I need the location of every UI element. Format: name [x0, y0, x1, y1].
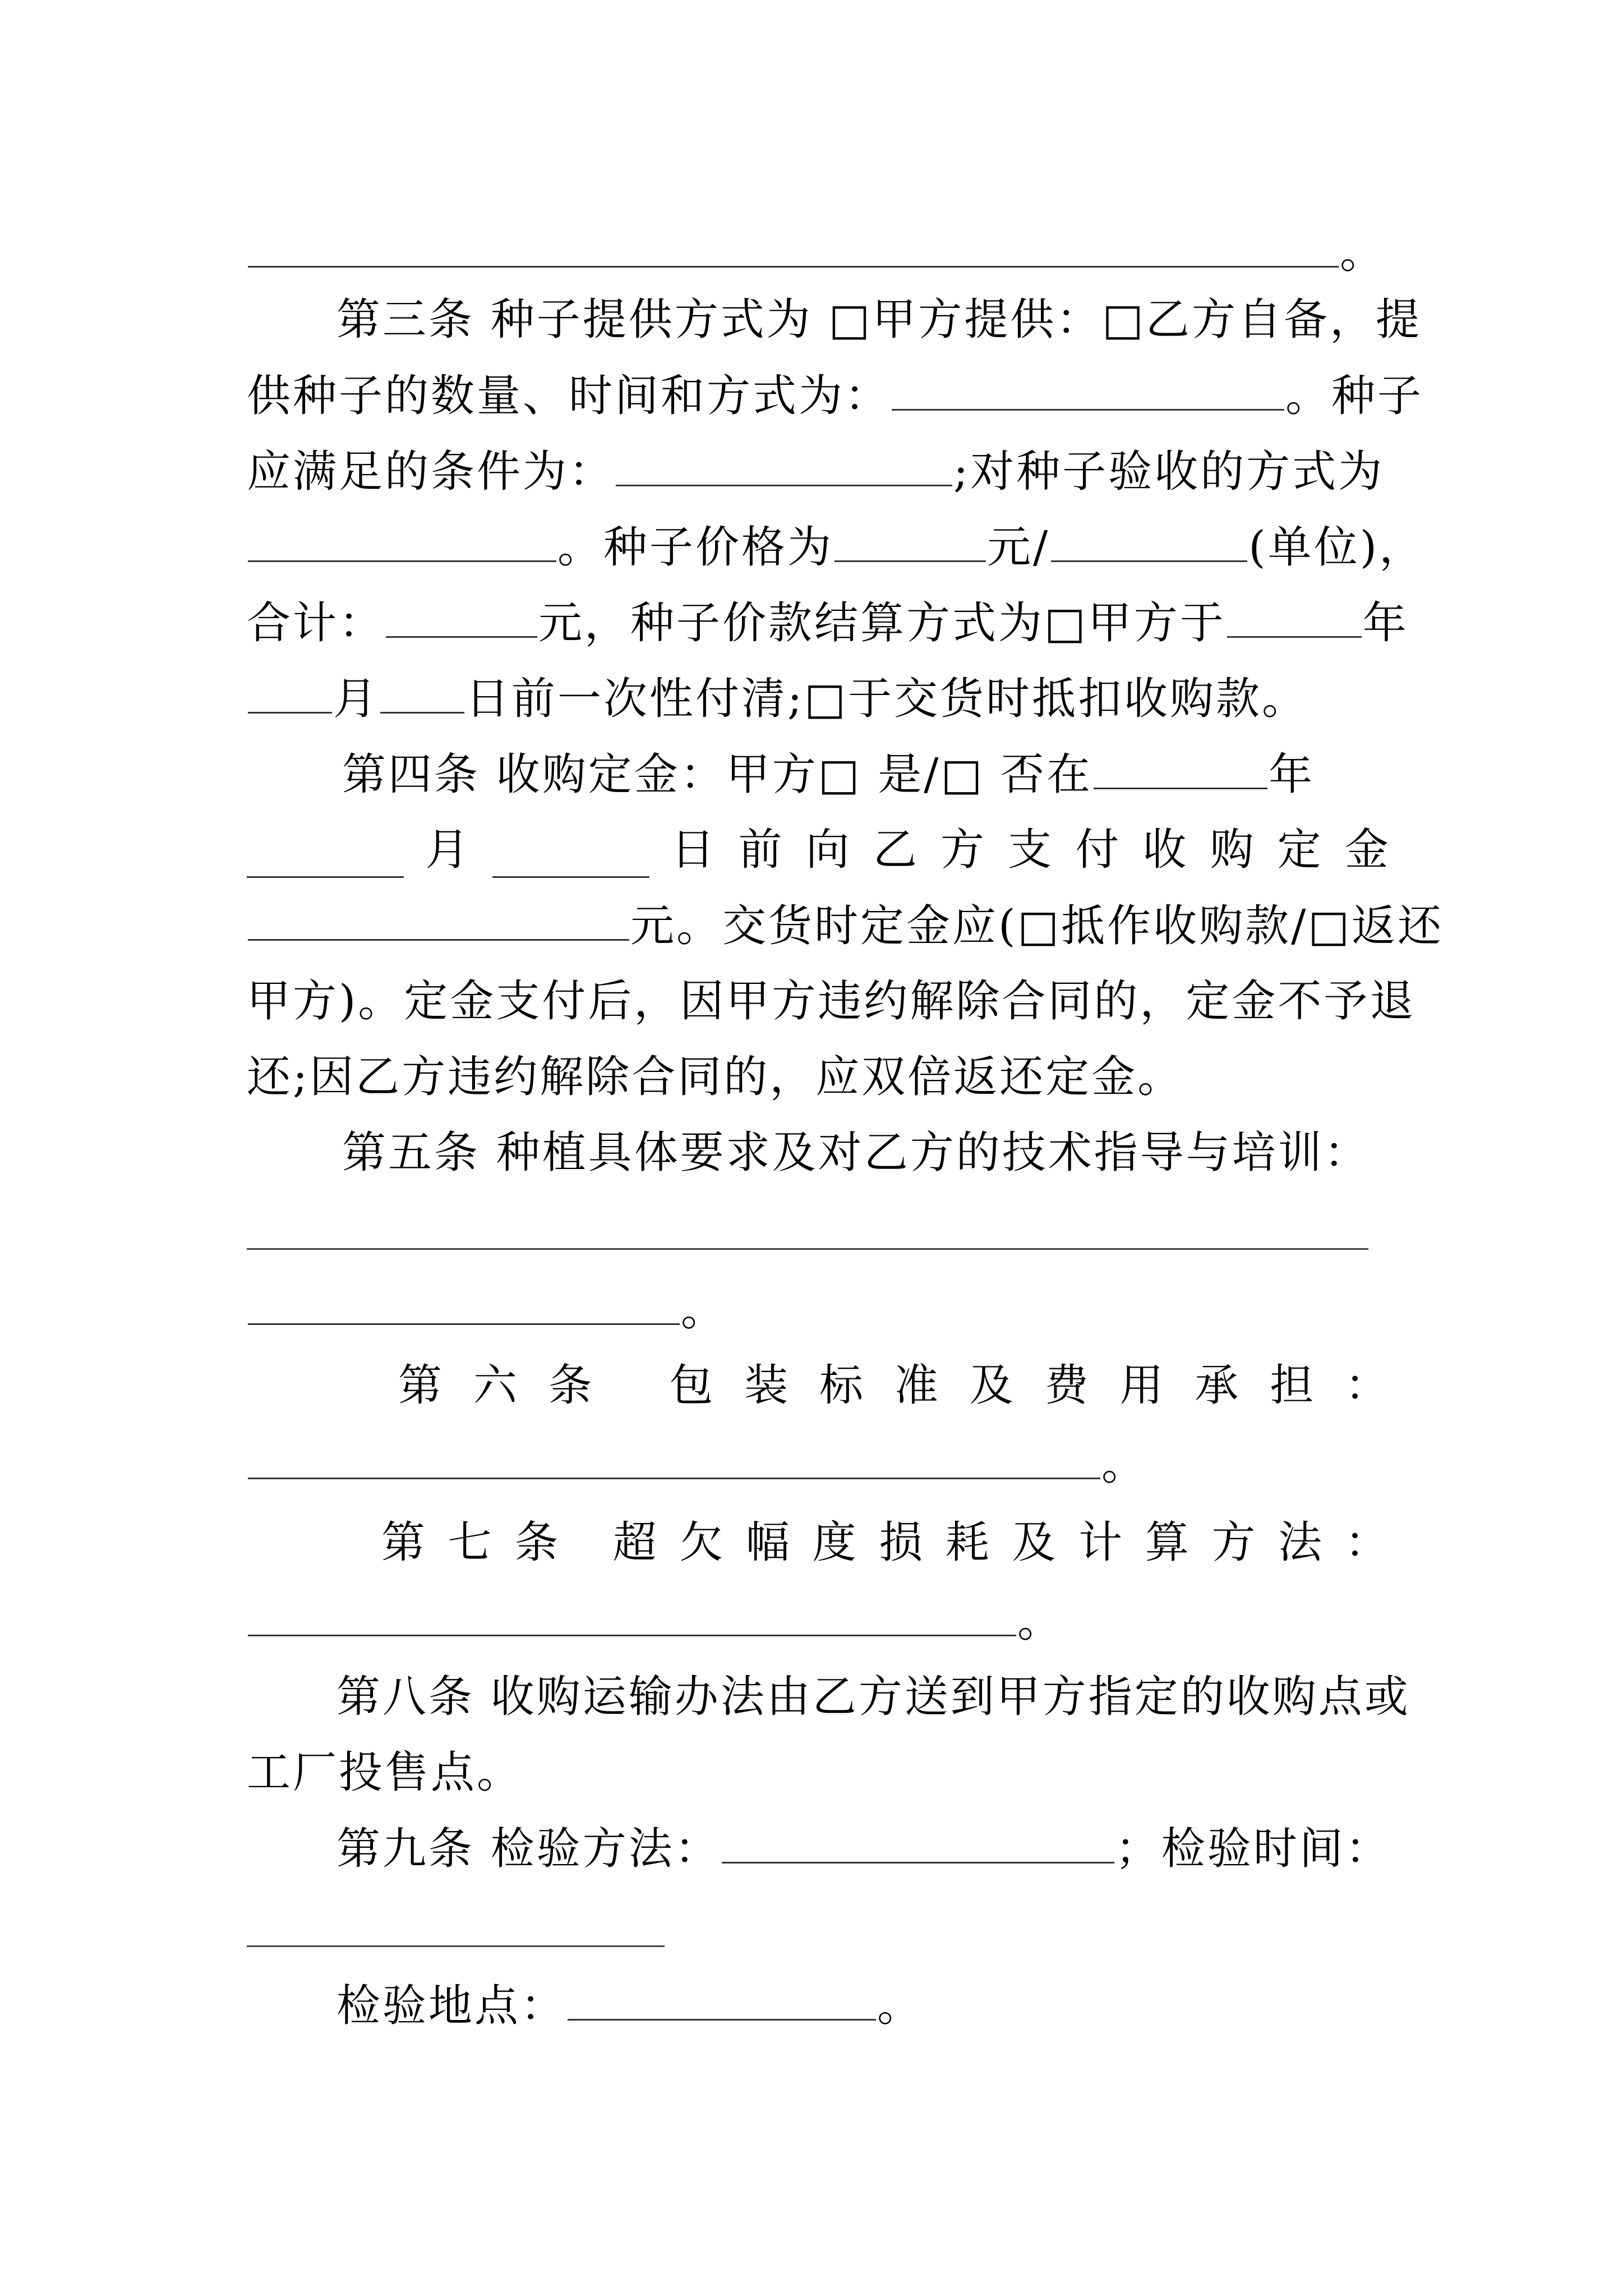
blank-field: [1094, 746, 1267, 789]
article-6-line-2: 。: [247, 1436, 1391, 1492]
blank-field: [380, 670, 464, 714]
blank-field: [616, 443, 952, 486]
blank-field: [248, 1593, 1016, 1636]
line-end-mark: 。: [1340, 228, 1386, 278]
article-3-line-3: 应满足的条件为： ;对种子验收的方式为: [247, 443, 1391, 499]
blank-field: [248, 519, 556, 562]
article-4-line-2: 月 日 前 向 乙 方 支 付 收 购 定 金: [247, 822, 1391, 878]
article-3-line-2: 供种子的数量、时间和方式为： 。种子: [247, 367, 1391, 424]
article-9-line-1: 第九条 检验方法： ；检验时间：: [247, 1820, 1391, 1876]
article-5-line-3: 。: [247, 1282, 1391, 1338]
article-3-line-6: 月 日前一次性付清;□于交货时抵扣收购款。: [247, 670, 1391, 726]
article-3-line-4: 。种子价格为 元/ (单位)，: [247, 519, 1391, 575]
article-7-line-2: 。: [247, 1593, 1391, 1649]
article-8-line-1: 第八条 收购运输办法由乙方送到甲方指定的收购点或: [336, 1672, 1410, 1722]
blank-field: [892, 367, 1284, 411]
article-7-line-1: 第 七 条 超 欠 幅 度 损 耗 及 计 算 方 法 ：: [381, 1517, 1391, 1568]
blank-field: [248, 670, 332, 714]
blank-rule: [247, 1248, 1368, 1250]
article-4-line-1: 第四条 收购定金：甲方□ 是/□ 否在 年: [247, 746, 1391, 802]
article-6-line-1: 第 六 条 包 装 标 准 及 费 用 承 担 ：: [398, 1360, 1391, 1411]
blank-field: [248, 1282, 680, 1325]
article-4-line-5: 还;因乙方违约解除合同的，应双倍返还定金。: [247, 1052, 1184, 1102]
article-4-line-3: 元。交货时定金应(□抵作收购款/□返还: [247, 898, 1391, 954]
blank-field: [722, 1820, 1114, 1864]
blank-field: [386, 595, 537, 638]
blank-rule: [247, 1945, 665, 1947]
blank-field: [1227, 595, 1362, 638]
article-3-line-5: 合计： 元，种子价款结算方式为□甲方于 年: [247, 595, 1391, 651]
article-3-line-1: 第三条 种子提供方式为 □甲方提供：□乙方自备，提: [336, 295, 1422, 345]
blank-field: [248, 898, 629, 941]
article-9-line-3: 检验地点： 。: [247, 1977, 1391, 2033]
continuation-line: [247, 224, 1391, 280]
blank-field: [247, 835, 404, 878]
blank-field: [568, 1977, 876, 2021]
article-4-line-4: 甲方)。定金支付后，因甲方违约解除合同的，定金不予退: [247, 976, 1416, 1027]
blank-field: [248, 1436, 1100, 1479]
article-5-line-1: 第五条 种植具体要求及对乙方的技术指导与培训：: [342, 1128, 1370, 1178]
blank-field: [248, 224, 1339, 268]
article-8-line-2: 工厂投售点。: [247, 1747, 523, 1798]
blank-field: [492, 835, 649, 878]
blank-field: [1051, 519, 1247, 562]
blank-field: [834, 519, 986, 562]
